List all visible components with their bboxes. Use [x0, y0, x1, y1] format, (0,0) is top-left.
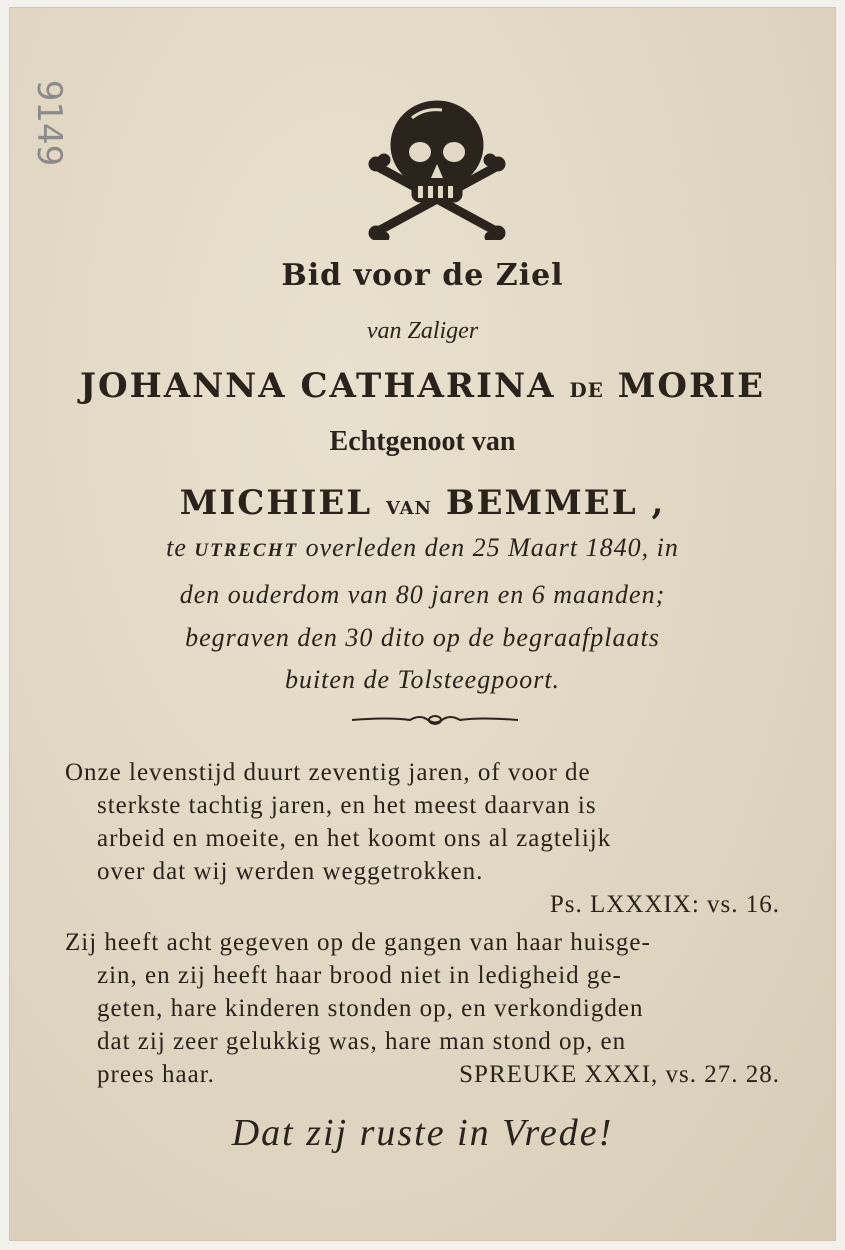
- deceased-name: [10, 366, 835, 406]
- verse-line: dat zij zeer gelukkig was, hare man stond op, en: [97, 1028, 627, 1055]
- details-pre: te: [166, 533, 187, 562]
- death-details-line-2: den ouderdom van 80 jaren en 6 maanden;: [179, 580, 666, 609]
- verse-line: over dat wij werden weggetrokken.: [97, 858, 484, 885]
- verse-line: Onze levenstijd duurt zeventig jaren, of voor de: [65, 759, 591, 786]
- deceased-surname: MORIE: [617, 366, 766, 406]
- verse-line: sterkste tachtig jaren, en het meest daarvan is: [97, 792, 597, 819]
- pencil-annotation: 9149: [29, 79, 69, 167]
- deceased-particle: DE: [569, 378, 604, 402]
- skull-crossbones-icon: [362, 90, 512, 240]
- death-details-line-4: buiten de Tolsteegpoort.: [284, 665, 561, 694]
- closing-prayer: Dat zij ruste in Vrede!: [231, 1112, 614, 1154]
- death-details-line-1: [10, 533, 835, 563]
- reference-book: SPREUKE: [459, 1061, 578, 1088]
- verse-line: zin, en zij heeft haar brood niet in ledigheid ge-: [97, 962, 622, 989]
- prayer-heading: Bid voor de Ziel: [281, 258, 564, 293]
- spouse-label: Echtgenoot van: [329, 426, 516, 457]
- husband-surname: BEMMEL ,: [445, 483, 666, 523]
- scripture-verse-1: [65, 756, 810, 921]
- verse-reference: [459, 1058, 780, 1091]
- scripture-verse-2: [65, 926, 810, 1091]
- husband-first-name: MICHIEL: [179, 483, 373, 523]
- memorial-card: [10, 8, 835, 1240]
- verse-line: prees haar.: [97, 1061, 215, 1088]
- subheading: van Zaliger: [366, 318, 479, 344]
- deceased-first-names: JOHANNA CATHARINA: [79, 366, 556, 406]
- verse-reference: Ps. LXXXIX: vs. 16.: [549, 891, 780, 918]
- verse-line: Zij heeft acht gegeven op de gangen van haar huisge-: [65, 929, 651, 956]
- ornament-divider-icon: [350, 713, 520, 727]
- verse-last-line: [65, 1058, 810, 1091]
- husband-particle: VAN: [386, 498, 433, 519]
- husband-name: [10, 483, 835, 523]
- death-place: UTRECHT: [194, 540, 299, 561]
- verse-line: geten, hare kinderen stonden op, en verkondigden: [97, 995, 644, 1022]
- reference-chapter: XXXI, vs. 27. 28.: [584, 1061, 780, 1088]
- details-post: overleden den 25 Maart 1840, in: [305, 533, 679, 562]
- death-details-line-3: begraven den 30 dito op de begraafplaats: [185, 623, 660, 652]
- verse-line: arbeid en moeite, en het koomt ons al zagtelijk: [97, 825, 612, 852]
